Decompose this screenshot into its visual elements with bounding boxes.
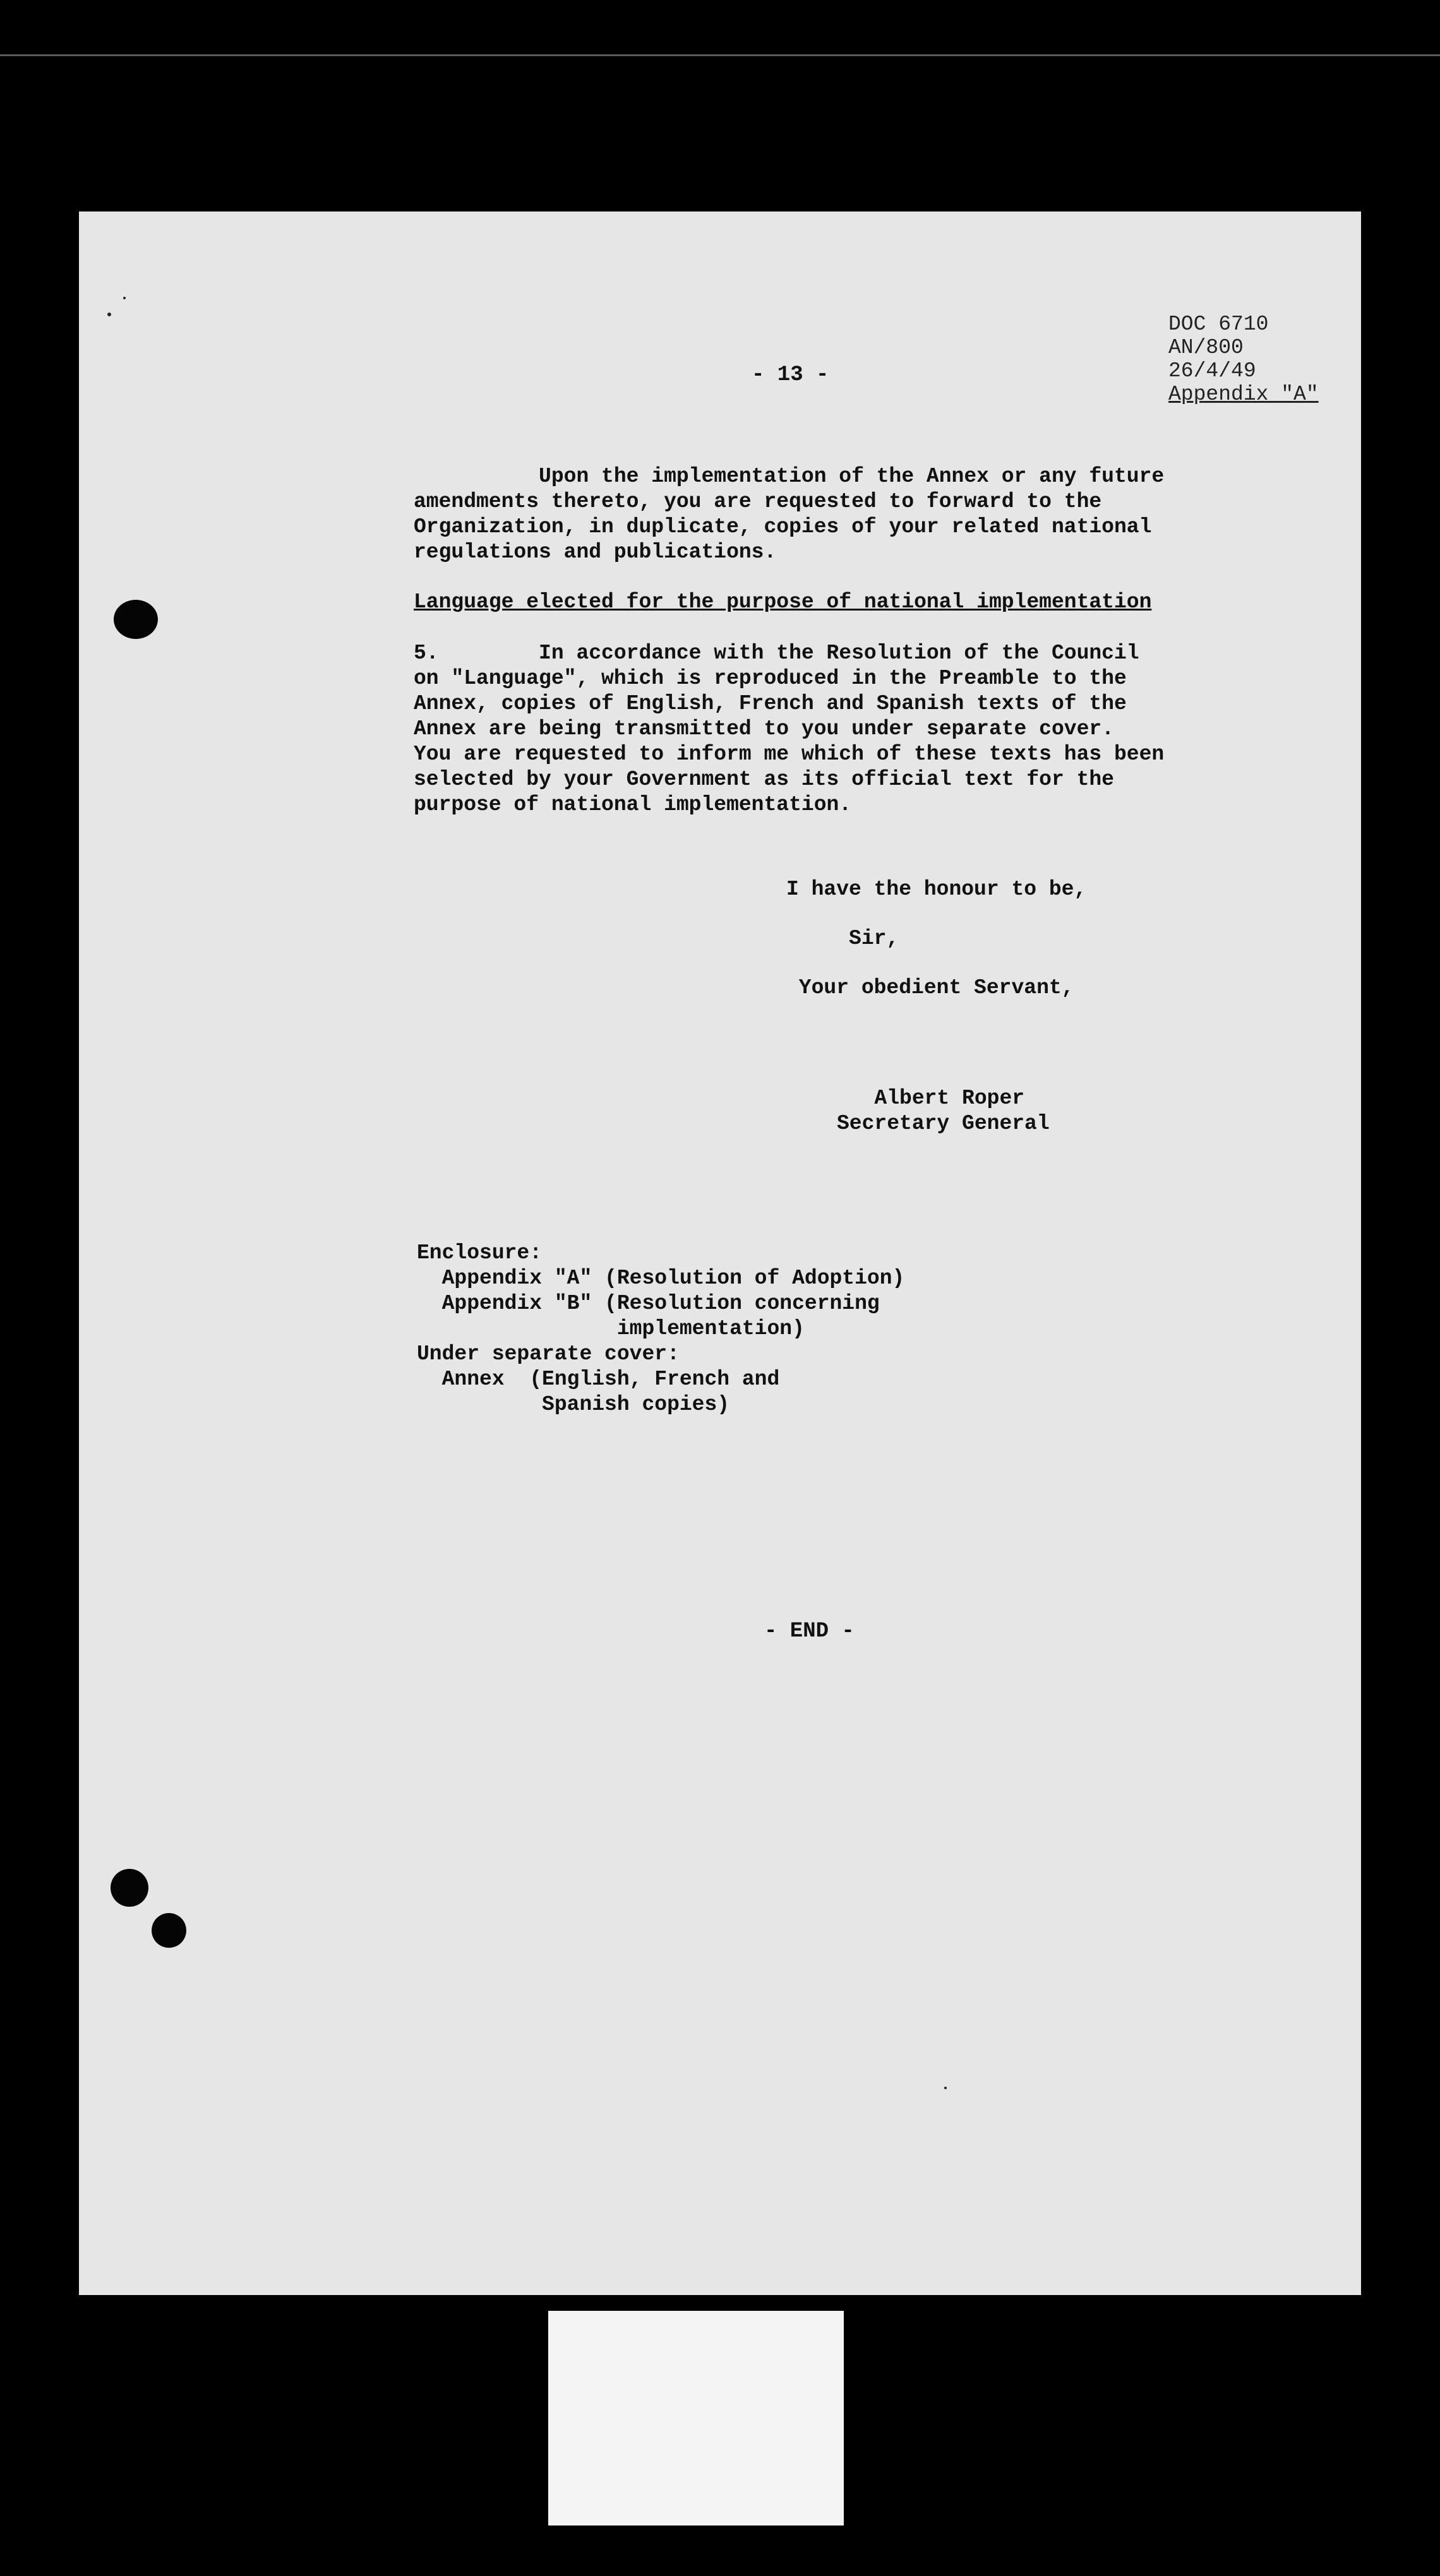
paragraph-line: You are requested to inform me which of these texts has been [414,742,1165,766]
paragraph-intro [414,464,1298,565]
page-number: - 13 - [752,363,829,387]
enclosure-line: implementation) [417,1317,805,1340]
enclosure-list [417,1241,904,1417]
enclosure-line: Spanish copies) [417,1393,730,1416]
paragraph-line: Organization, in duplicate, copies of your related national [414,515,1152,539]
letter-closing [786,865,1086,1013]
enclosure-line: Appendix "A" (Resolution of Adoption) [417,1267,905,1290]
punch-hole-top [114,600,158,639]
document-page [79,212,1361,2295]
enclosure-line: Appendix "B" (Resolution concerning [417,1292,880,1315]
blank-target-card [548,2311,844,2525]
paragraph-line: amendments thereto, you are requested to forward to the [414,490,1102,513]
paragraph-line: Annex, copies of English, French and Spanish texts of the [414,692,1127,715]
reference-series: AN/800 [1168,336,1244,359]
signature-block [837,1086,1050,1136]
signatory-name: Albert Roper [837,1087,1025,1110]
paragraph-line: Upon the implementation of the Annex or any future [414,465,1165,488]
paragraph-line: selected by your Government as its official text for the [414,768,1114,791]
enclosure-line: Annex (English, French and [417,1368,780,1391]
paragraph-line: Annex are being transmitted to you under separate cover. [414,717,1114,741]
paragraph-line: on "Language", which is reproduced in the Preamble to the [414,667,1127,690]
closing-line: Sir, [786,927,899,950]
paragraph-5 [414,641,1298,818]
reference-date: 26/4/49 [1168,359,1256,383]
speck-mark [107,313,111,316]
paragraph-line: purpose of national implementation. [414,793,852,816]
punch-hole-bottom [152,1913,186,1948]
enclosure-line: Enclosure: [417,1241,543,1265]
document-reference [1168,313,1319,406]
end-marker: - END - [764,1619,855,1643]
paragraph-line: 5. In accordance with the Resolution of the Council [414,641,1139,665]
paragraph-line: regulations and publications. [414,540,777,564]
section-heading: Language elected for the purpose of national implementation [414,590,1152,614]
film-top-rule [0,54,1440,56]
enclosure-line: Under separate cover: [417,1342,680,1366]
signatory-title: Secretary General [837,1112,1050,1135]
speck-mark [123,297,126,299]
closing-line: Your obedient Servant, [786,976,1074,999]
closing-line: I have the honour to be, [786,878,1087,901]
reference-appendix: Appendix "A" [1168,383,1319,406]
punch-hole-middle [111,1869,148,1907]
speck-mark [944,2087,947,2089]
reference-doc-number: DOC 6710 [1168,313,1269,336]
